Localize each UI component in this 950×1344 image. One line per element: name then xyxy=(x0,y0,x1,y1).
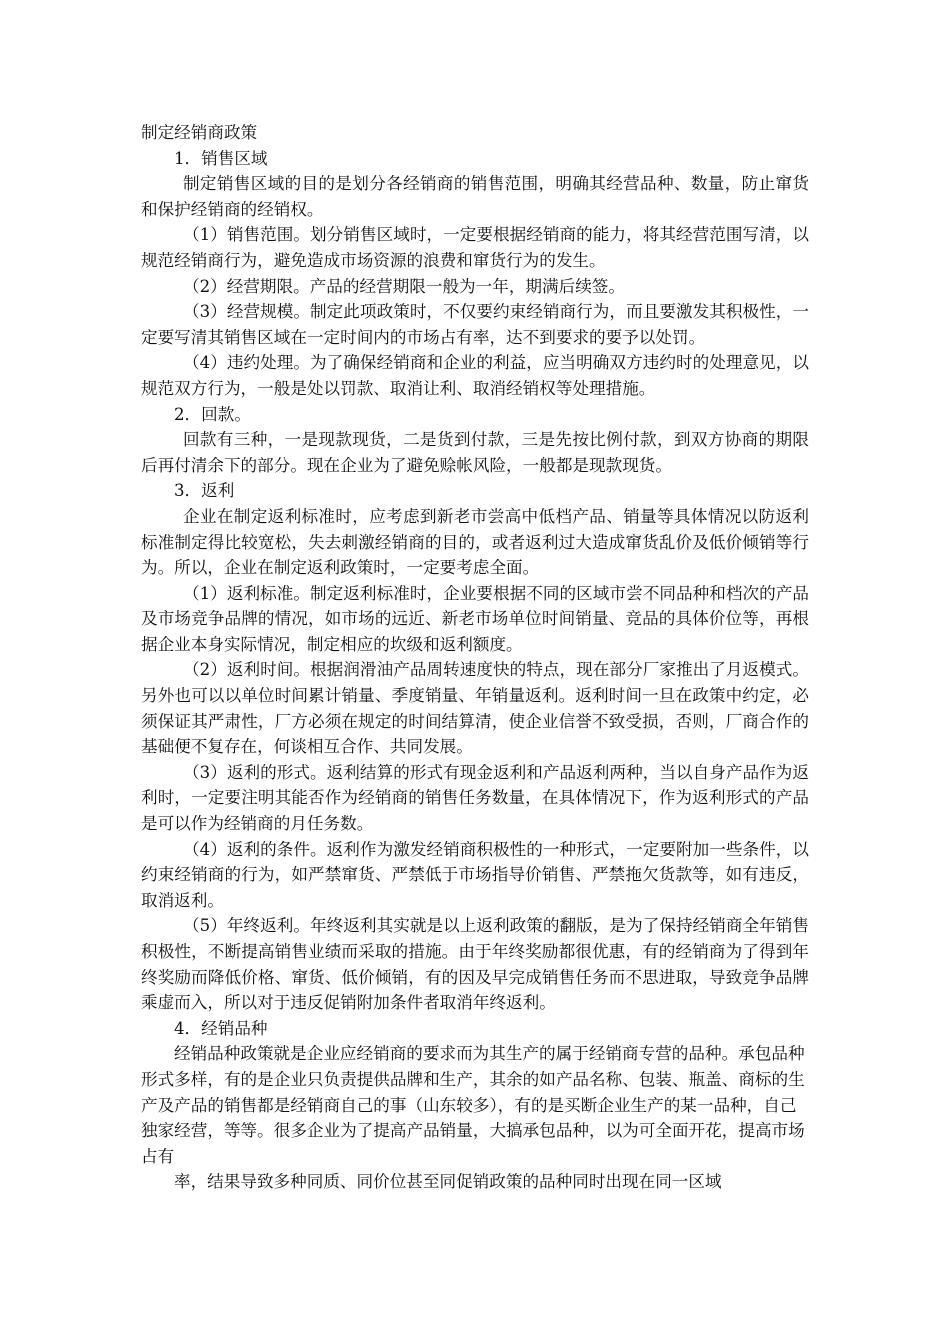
paragraph: （1）返利标准。制定返利标准时，企业要根据不同的区域市尝不同品种和档次的产品及市场竞争品牌的情况，如市场的远近、新老市场单位时间销量、竞品的具体价位等，再根据企业本身实际情况，制定相应的坎级和返利额度。 xyxy=(141,583,809,654)
section-heading-payment: 2．回款。 xyxy=(174,404,251,424)
paragraph: （2）返利时间。根据润滑油产品周转速度快的特点，现在部分厂家推出了月返模式。另外也可以以单位时间累计销量、季度销量、年销量返利。返利时间一旦在政策中约定，必须保证其严肃性，厂方必须在规定的时间结算清，使企业信誉不致受损，否则，厂商合作的基础便不复存在，何谈相互合作、共同发展。 xyxy=(141,660,809,757)
paragraph: （4）违约处理。为了确保经销商和企业的利益，应当明确双方违约时的处理意见，以规范双方行为，一般是处以罚款、取消让利、取消经销权等处理措施。 xyxy=(141,353,809,398)
paragraph: 经销品种政策就是企业应经销商的要求而为其生产的属于经销商专营的品种。承包品种形式多样，有的是企业只负责提供品牌和生产，其余的如产品名称、包装、瓶盖、商标的生产及产品的销售都是经销商自己的事（山东较多），有的是买断企业生产的某一品种，自己独家经营，等等。很多企业为了提高产品销量，大搞承包品种，以为可全面开花，提高市场占有 xyxy=(141,1044,805,1166)
paragraph: （2）经营期限。产品的经营期限一般为一年，期满后续签。 xyxy=(183,276,625,296)
paragraph: （5）年终返利。年终返利其实就是以上返利政策的翻版，是为了保持经销商全年销售积极性，不断提高销售业绩而采取的措施。由于年终奖励都很优惠，有的经销商为了得到年终奖励而降低价格、窜货、低价倾销，有的因及早完成销售任务而不思进取，导致竞争品牌乘虚而入，所以对于违反促销附加条件者取消年终返利。 xyxy=(141,916,809,1013)
paragraph: （4）返利的条件。返利作为激发经销商积极性的一种形式，一定要附加一些条件，以约束经销商的行为，如严禁窜货、严禁低于市场指导价销售、严禁拖欠货款等，如有违反，取消返利。 xyxy=(141,839,809,910)
paragraph: 回款有三种，一是现款现货，二是货到付款，三是先按比例付款，到双方协商的期限后再付清余下的部分。现在企业为了避免赊帐风险，一般都是现款现货。 xyxy=(141,430,809,475)
document-title: 制定经销商政策 xyxy=(141,123,258,142)
section-heading-product-variety: 4．经销品种 xyxy=(174,1018,268,1038)
section-heading-rebate: 3．返利 xyxy=(174,481,235,501)
section-heading-sales-area: 1．销售区域 xyxy=(174,148,268,168)
paragraph: （3）返利的形式。返利结算的形式有现金返利和产品返利两种，当以自身产品作为返利时，一定要注明其能否作为经销商的销售任务数量，在具体情况下，作为返利形式的产品是可以作为经销商的月任务数。 xyxy=(141,762,809,834)
paragraph: 制定销售区域的目的是划分各经销商的销售范围，明确其经营品种、数量，防止窜货和保护经销商的经销权。 xyxy=(141,174,809,219)
document-page xyxy=(141,120,809,1195)
paragraph: 企业在制定返利标准时，应考虑到新老市尝高中低档产品、销量等具体情况以防返利标准制定得比较宽松，失去刺激经销商的目的，或者返利过大造成窜货乱价及低价倾销等行为。所以，企业在制定返利政策时，一定要考虑全面。 xyxy=(141,506,809,578)
paragraph: （1）销售范围。划分销售区域时，一定要根据经销商的能力，将其经营范围写清，以规范经销商行为，避免造成市场资源的浪费和窜货行为的发生。 xyxy=(141,225,809,270)
paragraph: （3）经营规模。制定此项政策时，不仅要约束经销商行为，而且要激发其积极性，一定要写清其销售区域在一定时间内的市场占有率，达不到要求的要予以处罚。 xyxy=(141,302,809,347)
paragraph-continuation: 率，结果导致多种同质、同价位甚至同促销政策的品种同时出现在同一区域 xyxy=(174,1172,722,1192)
